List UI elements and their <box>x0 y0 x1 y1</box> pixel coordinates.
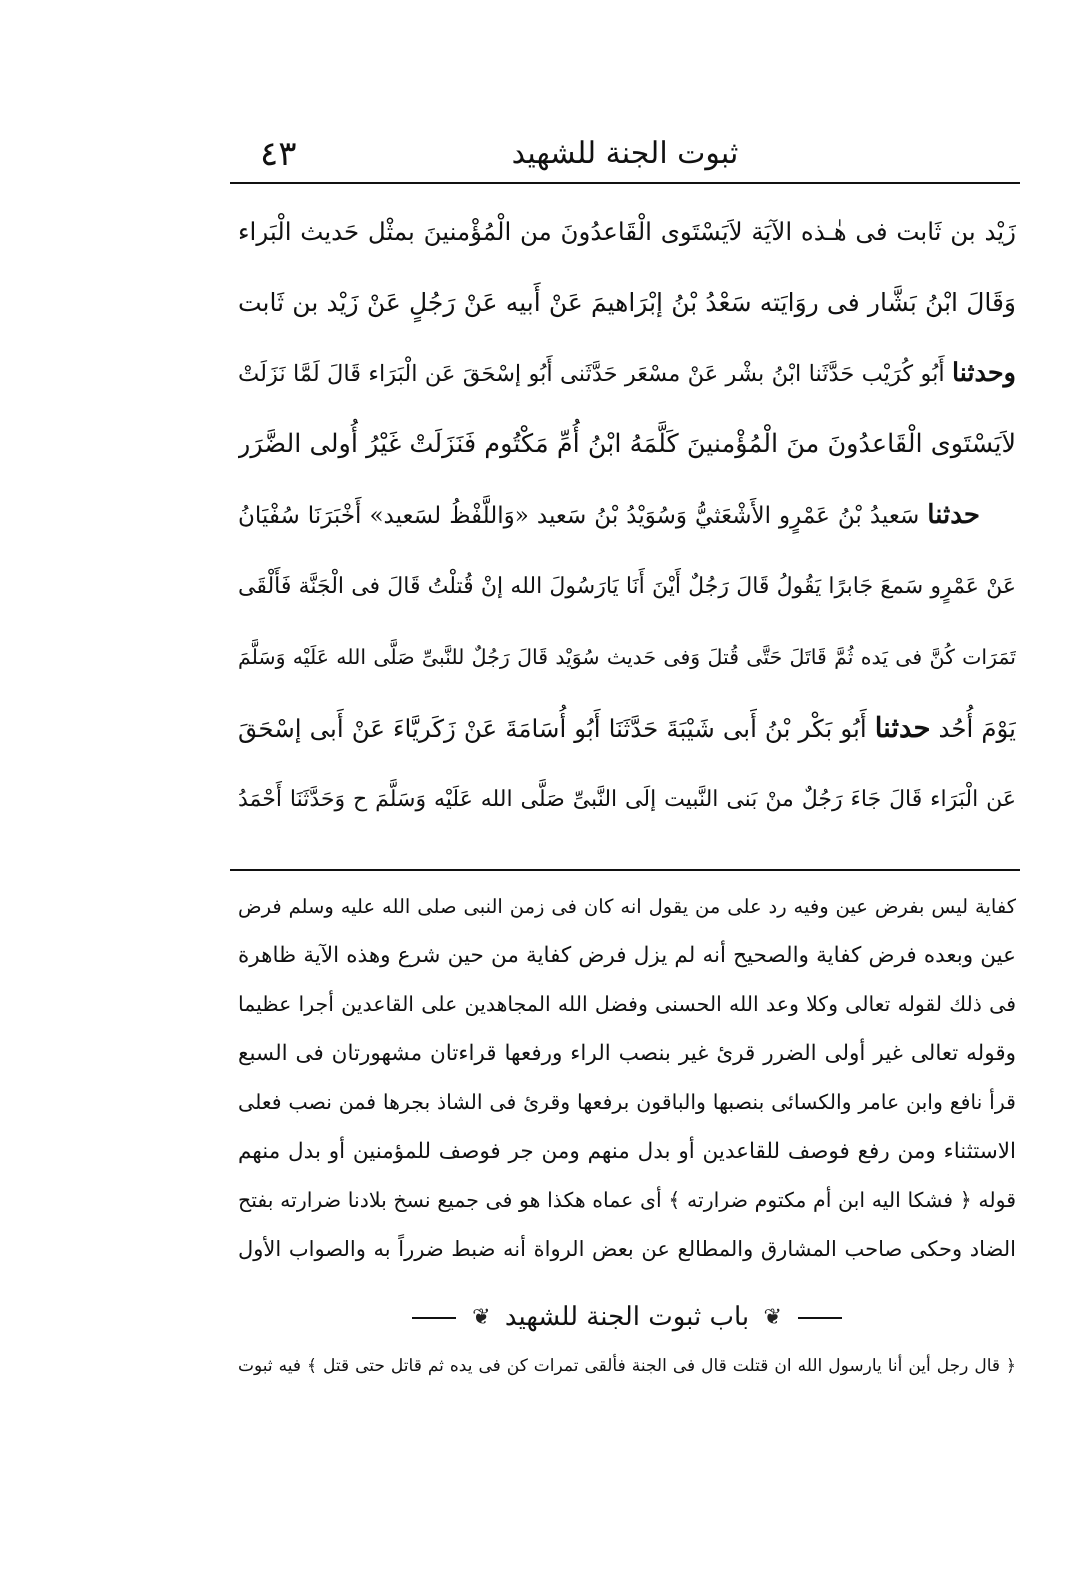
hadith-line <box>238 551 1016 622</box>
commentary-line: ﴿ قال رجل أين أنا يارسول الله ان قتلت قال فى الجنة فألقى تمرات كن فى يده ثم قاتل حتى قتل ﴾ فيه ثبوت <box>238 1356 1016 1376</box>
hadith-line-text: يَوْمَ أُحُد <box>938 714 1016 743</box>
commentary-line: وقوله تعالى غير أولى الضرر قرئ غير بنصب الراء ورفعها قراءتان مشهورتان فى السبع <box>238 1041 1016 1066</box>
commentary-line: فى ذلك لقوله تعالى وكلا وعد الله الحسنى وفضل الله المجاهدين على القاعدين أجرا عظيما <box>238 992 1016 1016</box>
commentary-rule <box>230 869 1020 871</box>
hadith-line-text: لاَيَسْتَوى الْقَاعدُونَ منَ الْمُؤْمنينَ كَلَّمَهُ ابْنُ أُمِّ مَكْتُوم فَنَزَلَتْ غَيْرُ أُولى الضَّرَر <box>238 429 1016 459</box>
hadith-line-text: أَبُو كُرَيْب حَدَّثَنا ابْنُ بشْر عَنْ مسْعَر حَدَّثَنى أَبُو إسْحَقَ عَن الْبَرَاء قَالَ لَمَّا نَزَلَتْ <box>238 361 945 387</box>
hadith-line-text: وَقَالَ ابْنُ بَشَّار فى روَايَته سَعْدُ بْنُ إبْرَاهيمَ عَنْ أَبيه عَنْ رَجُلٍ عَنْ زَيْد بن ثَابت <box>238 288 1016 317</box>
header-rule <box>230 182 1020 184</box>
hadith-line <box>238 764 1016 835</box>
page-header <box>230 130 1020 174</box>
commentary-line: قوله ﴿ فشكا اليه ابن أم مكتوم ضرارته ﴾ أى عماه هكذا هو فى جميع نسخ بلادنا ضرارته بفتح <box>238 1188 1016 1212</box>
commentary-line: قرأ نافع وابن عامر والكسائى بنصبها والباقون برفعها وقرئ فى الشاذ بجرها فمن نصب فعلى <box>238 1090 1016 1114</box>
hadith-line <box>238 196 1016 267</box>
chapter-heading-text: باب ثبوت الجنة للشهيد <box>504 1302 750 1332</box>
hadith-line-text: سَعيدُ بْنُ عَمْرٍو الأَشْعَثيُّ وَسُوَيْدُ بْنُ سَعيد «وَاللَّفْظُ لسَعيد» أَخْبَرَنَا سُفْيَانُ <box>238 503 920 529</box>
hadith-line <box>238 267 1016 338</box>
hadith-line <box>238 480 1016 551</box>
hadith-line-text: عَن الْبَرَاء قَالَ جَاءَ رَجُلٌ منْ بَنى النَّبيت إلَى النَّبىِّ صَلَّى الله عَلَيْه وَسَلَّمَ ح وَحَدَّثَنَا أَحْمَدُ <box>238 787 1016 812</box>
commentary-line: الاستثناء ومن رفع فوصف للقاعدين أو بدل منهم ومن جر فوصف للمؤمنين أو بدل منهم <box>238 1139 1016 1164</box>
commentary-line: عين وبعده فرض كفاية والصحيح أنه لم يزل فرض كفاية من حين شرع وهذه الآية ظاهرة <box>238 943 1016 968</box>
hadith-line <box>238 409 1016 480</box>
heading-dash <box>412 1317 456 1319</box>
page-number: ٤٣ <box>260 134 297 174</box>
commentary-text <box>238 882 1016 1274</box>
hadith-line-text: زَيْد بن ثَابت فى هٰـذه الآيَة لاَيَسْتَوى الْقَاعدُونَ من الْمُؤْمنينَ بمثْل حَديث الْبَراء <box>238 217 1016 246</box>
narration-keyword: حدثنا <box>874 712 931 744</box>
narration-keyword: حدثنا <box>927 500 980 530</box>
hadith-line <box>238 693 1016 764</box>
hadith-line <box>238 622 1016 693</box>
hadith-line-text: عَنْ عَمْرٍو سَمعَ جَابرًا يَقُولُ قَالَ رَجُلٌ أَيْنَ أَنَا يَارَسُولَ الله إنْ قُتلْتُ قَالَ فى الْجَنَّة فَأَلْقَى <box>238 574 1016 599</box>
narration-keyword: وحدثنا <box>951 358 1016 388</box>
hadith-line <box>238 338 1016 409</box>
running-title: ثبوت الجنة للشهيد <box>511 136 739 171</box>
hadith-text <box>238 196 1016 835</box>
ornament-icon: ❦ <box>472 1305 491 1330</box>
commentary-line: كفاية ليس بفرض عين وفيه رد على من يقول انه كان فى زمن النبى صلى الله عليه وسلم فرض <box>238 895 1016 918</box>
commentary-continuation <box>238 1342 1016 1391</box>
hadith-line-text: تَمَرَات كُنَّ فى يَده ثُمَّ قَاتَلَ حَتَّى قُتلَ وَفى حَديث سُوَيْد قَالَ رَجُلٌ للنَّبىِّ صَلَّى الله عَلَيْه وَسَلَّمَ <box>238 645 1016 669</box>
chapter-heading <box>238 1297 1016 1337</box>
ornament-icon: ❦ <box>763 1305 782 1330</box>
heading-dash <box>798 1317 842 1319</box>
commentary-line: الضاد وحكى صاحب المشارق والمطالع عن بعض الرواة أنه ضبط ضرراً به والصواب الأول <box>238 1237 1016 1261</box>
hadith-line-text: أَبُو بَكْر بْنُ أَبى شَيْبَةَ حَدَّثَنَا أَبُو أُسَامَةَ عَنْ زَكَريَّاءَ عَنْ أَبى إسْحَقَ <box>238 714 867 743</box>
